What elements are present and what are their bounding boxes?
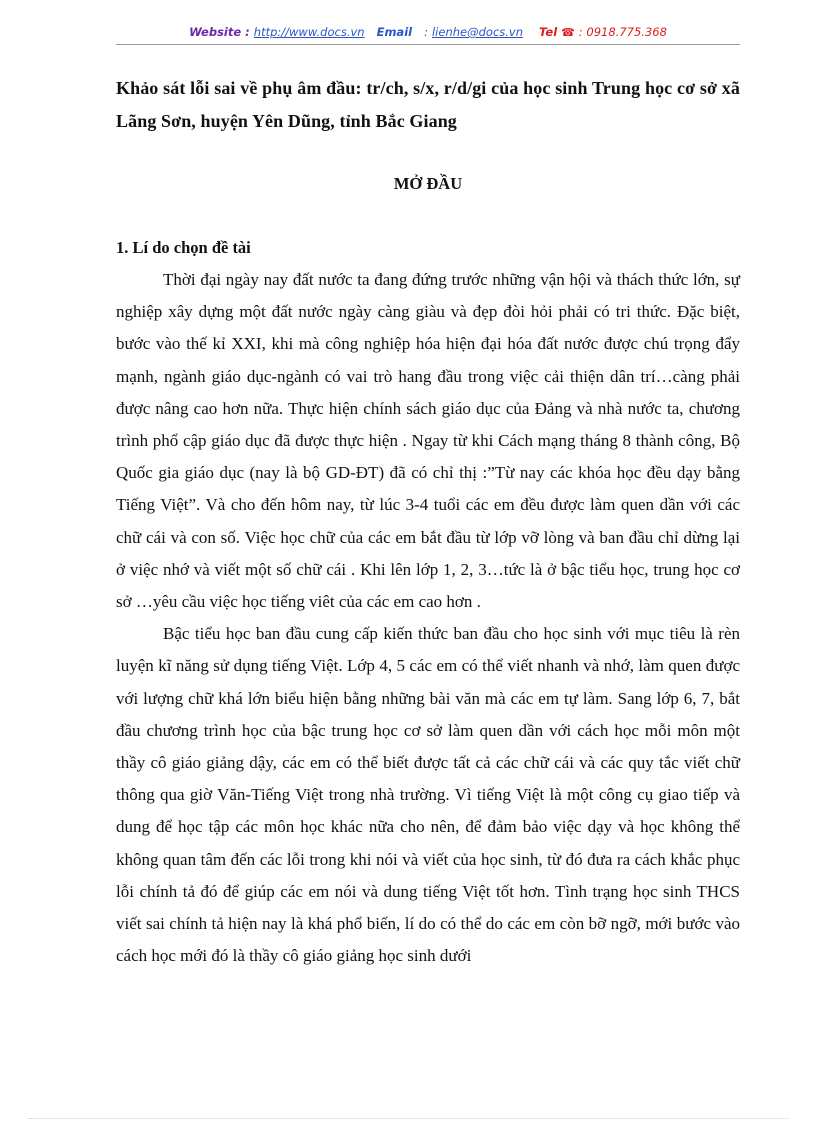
email-link[interactable]: lienhe@docs.vn: [431, 25, 524, 39]
email-label: Email: [376, 25, 413, 39]
paragraph-2: Bậc tiểu học ban đầu cung cấp kiến thức ban đầu cho học sinh với mục tiêu là rèn luyện kĩ năng sử dụng tiếng Việt. Lớp 4, 5 các em có thể viết nhanh và nhớ, làm quen được với lượng chữ khá lớn biểu hiện bằng những bài văn mà các em tự làm. Sang lớp 6, 7, bắt đầu chương trình học của bậc trung học cơ sở làm quen dần với cách học mỗi môn một thầy cô giáo giảng dậy, các em có thể biết được tất cả các chữ cái và các quy tắc viết chữ thông qua giờ Văn-Tiếng Việt trong nhà trường. Vì tiếng Việt là một công cụ giao tiếp và dung để học tập các môn học khác nữa cho nên, để đảm bảo việc dạy và học không thể không quan tâm đến các lỗi trong khi nói và viết của học sinh, từ đó đưa ra cách khắc phục lỗi chính tả đó để giúp các em nói và dung tiếng Việt tốt hơn. Tình trạng học sinh THCS viết sai chính tả hiện nay là khá phổ biến, lí do có thể do các em còn bỡ ngỡ, mới bước vào cách học mới đó là thầy cô giáo giảng học sinh dưới: [116, 624, 740, 966]
section-heading: MỞ ĐẦU: [393, 174, 463, 193]
email-colon: :: [424, 25, 428, 39]
page-bottom-divider: [28, 1118, 788, 1119]
phone-number: : 0918.775.368: [578, 25, 667, 39]
subsection-heading: 1. Lí do chọn đề tài: [116, 238, 251, 257]
paragraph-1: Thời đại ngày nay đất nước ta đang đứng trước những vận hội và thách thức lớn, sự nghiệp xây dựng một đất nước ngày càng giàu và đẹp đòi hỏi phải có tri thức. Đặc biệt, bước vào thế kỉ XXI, khi mà công nghiệp hóa hiện đại hóa đất nước được chú trọng đẩy mạnh, ngành giáo dục-ngành có vai trò hang đầu trong việc cải thiện dân trí…càng phải được nâng cao hơn nữa. Thực hiện chính sách giáo dục của Đảng và nhà nước ta, chương trình phổ cập giáo dục đã được thực hiện . Ngay từ khi Cách mạng tháng 8 thành công, Bộ Quốc gia giáo dục (nay là bộ GD-ĐT) đã có chỉ thị :”Từ nay các khóa học đều dạy bằng Tiếng Việt”. Và cho đến hôm nay, từ lúc 3-4 tuổi các em đều được làm quen dần với các chữ cái và con số. Việc học chữ của các em bắt đầu từ lớp vỡ lòng và ban đầu chỉ dừng lại ở việc nhớ và viết một số chữ cái . Khi lên lớp 1, 2, 3…tức là ở bậc tiểu học, trung học cơ sở …yêu cầu việc học tiếng viêt của các em cao hơn .: [116, 270, 740, 612]
document-title: Khảo sát lỗi sai về phụ âm đầu: tr/ch, s/x, r/d/gi của học sinh Trung học cơ sở xã Lãng Sơn, huyện Yên Dũng, tỉnh Bắc Giang: [116, 78, 740, 131]
page-header: [116, 22, 740, 45]
phone-icon: ☎: [561, 26, 575, 39]
website-link[interactable]: http://www.docs.vn: [253, 25, 365, 39]
tel-label: Tel: [539, 25, 558, 39]
website-label: Website :: [189, 25, 250, 39]
body-text: [116, 264, 740, 972]
